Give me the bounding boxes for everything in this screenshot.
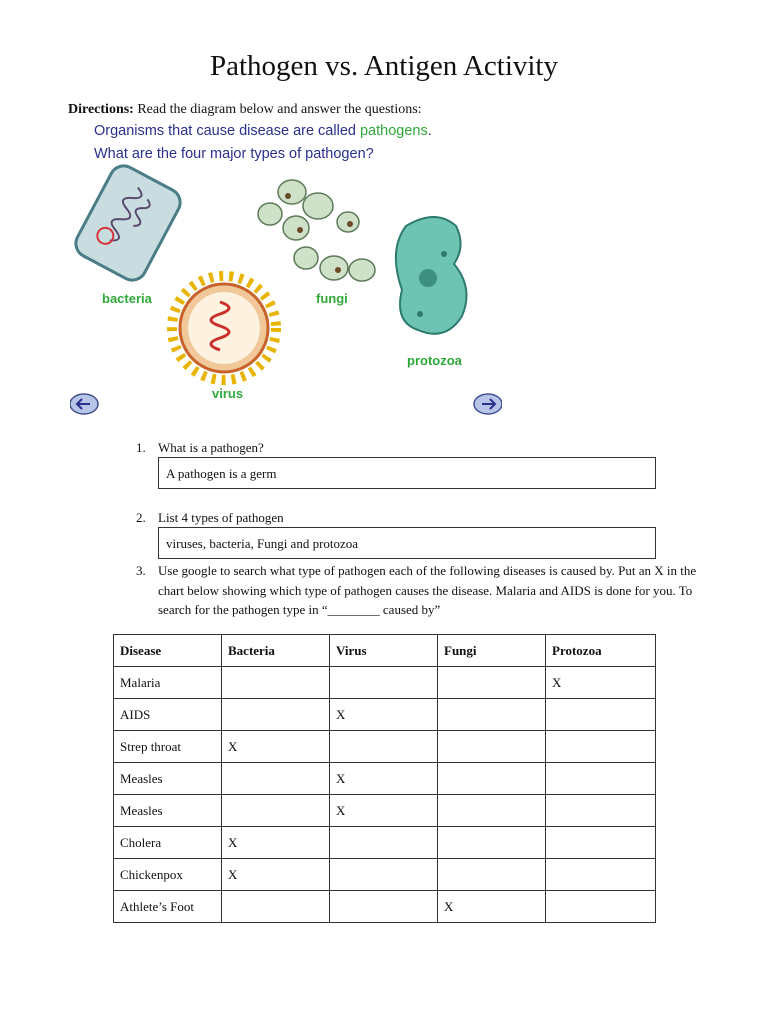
- bacteria-cell[interactable]: [222, 667, 330, 699]
- protozoa-label: protozoa: [407, 353, 462, 368]
- table-row: [114, 891, 656, 923]
- protozoa-cell[interactable]: X: [546, 667, 656, 699]
- bacteria-cell[interactable]: [222, 795, 330, 827]
- directions: [68, 102, 422, 118]
- pathogens-highlight: pathogens: [359, 123, 428, 139]
- protozoa-cell[interactable]: [546, 731, 656, 763]
- bacteria-cell[interactable]: [222, 763, 330, 795]
- answer-2-field[interactable]: viruses, bacteria, Fungi and protozoa: [158, 527, 656, 559]
- bacteria-cell[interactable]: X: [222, 827, 330, 859]
- protozoa-cell[interactable]: [546, 827, 656, 859]
- header-virus: Virus: [330, 635, 438, 667]
- fungi-cell[interactable]: [438, 699, 546, 731]
- protozoa-illustration: [396, 217, 467, 334]
- table-header-row: [114, 635, 656, 667]
- question-text: Use google to search what type of pathogen each of the following diseases is caused by. Put an X in the chart below showing which type of pathogen causes the disease. Malaria and AIDS is done for you. To search for the pathogen type in “________ caused by”: [158, 563, 697, 617]
- diagram-heading-2: What are the four major types of pathogen?: [94, 146, 374, 162]
- bacteria-cell[interactable]: X: [222, 731, 330, 763]
- fungi-cell[interactable]: X: [438, 891, 546, 923]
- virus-cell[interactable]: [330, 859, 438, 891]
- table-row: [114, 795, 656, 827]
- pathogen-illustration: [70, 118, 502, 416]
- table-row: [114, 699, 656, 731]
- protozoa-cell[interactable]: [546, 699, 656, 731]
- disease-cell: AIDS: [114, 699, 222, 731]
- disease-cell: Measles: [114, 795, 222, 827]
- header-bacteria: Bacteria: [222, 635, 330, 667]
- protozoa-cell[interactable]: [546, 795, 656, 827]
- header-fungi: Fungi: [438, 635, 546, 667]
- directions-text: Read the diagram below and answer the questions:: [133, 102, 422, 117]
- question-number: 2.: [136, 510, 146, 525]
- fungi-illustration: [258, 180, 375, 281]
- question-text: What is a pathogen?: [158, 440, 264, 455]
- forward-arrow-icon: [474, 394, 502, 414]
- heading-1-suffix: .: [427, 123, 432, 139]
- disease-cell: Measles: [114, 763, 222, 795]
- protozoa-cell[interactable]: [546, 859, 656, 891]
- virus-cell[interactable]: [330, 731, 438, 763]
- page-title: Pathogen vs. Antigen Activity: [210, 50, 558, 82]
- table-row: [114, 859, 656, 891]
- virus-label: virus: [212, 386, 244, 401]
- virus-cell[interactable]: [330, 667, 438, 699]
- disease-cell: Chickenpox: [114, 859, 222, 891]
- fungi-cell[interactable]: [438, 795, 546, 827]
- bacteria-cell[interactable]: [222, 891, 330, 923]
- back-arrow-icon: [70, 394, 98, 414]
- heading-1-prefix: Organisms that cause disease are called: [94, 123, 360, 139]
- table-row: [114, 763, 656, 795]
- question-number: 1.: [136, 440, 146, 455]
- disease-cell: Strep throat: [114, 731, 222, 763]
- fungi-cell[interactable]: [438, 859, 546, 891]
- disease-cell: Cholera: [114, 827, 222, 859]
- virus-cell[interactable]: X: [330, 699, 438, 731]
- protozoa-cell[interactable]: [546, 891, 656, 923]
- bacteria-label: bacteria: [102, 291, 152, 306]
- fungi-cell[interactable]: [438, 731, 546, 763]
- protozoa-cell[interactable]: [546, 763, 656, 795]
- fungi-cell[interactable]: [438, 667, 546, 699]
- table-row: [114, 827, 656, 859]
- fungi-cell[interactable]: [438, 827, 546, 859]
- header-protozoa: Protozoa: [546, 635, 656, 667]
- header-disease: Disease: [114, 635, 222, 667]
- bacteria-cell[interactable]: [222, 699, 330, 731]
- virus-cell[interactable]: X: [330, 763, 438, 795]
- virus-cell[interactable]: X: [330, 795, 438, 827]
- disease-cell: Malaria: [114, 667, 222, 699]
- fungi-cell[interactable]: [438, 763, 546, 795]
- virus-cell[interactable]: [330, 891, 438, 923]
- disease-cell: Athlete’s Foot: [114, 891, 222, 923]
- diagram-heading-1: [94, 123, 432, 139]
- directions-label: Directions:: [68, 102, 134, 117]
- bacteria-illustration: [71, 161, 185, 285]
- table-row: [114, 667, 656, 699]
- question-text: List 4 types of pathogen: [158, 510, 284, 525]
- virus-illustration: [172, 276, 276, 380]
- pathogen-table: [113, 634, 656, 923]
- pathogen-diagram: [70, 118, 502, 416]
- question-number: 3.: [136, 563, 146, 578]
- bacteria-cell[interactable]: X: [222, 859, 330, 891]
- virus-cell[interactable]: [330, 827, 438, 859]
- fungi-label: fungi: [316, 291, 348, 306]
- table-row: [114, 731, 656, 763]
- answer-1-field[interactable]: A pathogen is a germ: [158, 457, 656, 489]
